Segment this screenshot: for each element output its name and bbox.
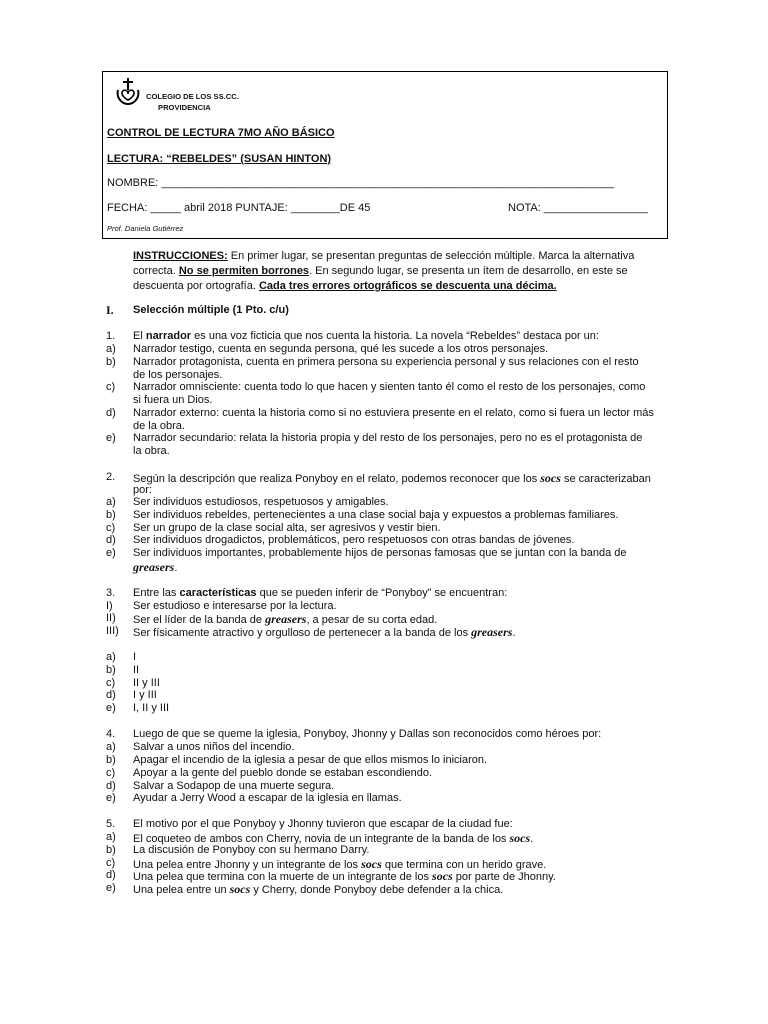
option-text: Ayudar a Jerry Wood a escapar de la iglesia en llamas. bbox=[133, 792, 402, 804]
option-letter: d) bbox=[106, 689, 116, 701]
option-text: Narrador externo: cuenta la historia como si no estuviera presente en el relato, como si fuera un lector más bbox=[133, 407, 654, 419]
option-letter: b) bbox=[106, 754, 116, 766]
option-text: Ser individuos importantes, probablemente hijos de personas famosas que se juntan con la banda de bbox=[133, 547, 627, 559]
instructions-line-2: correcta. No se permiten borrones. En segundo lugar, se presenta un ítem de desarrollo, en este se bbox=[133, 265, 628, 277]
option-text: Narrador omnisciente: cuenta todo lo que hacen y sienten tanto él como el resto de los personajes, como bbox=[133, 381, 646, 393]
option-letter: b) bbox=[106, 664, 116, 676]
question-stem: Luego de que se queme la iglesia, Ponyboy, Jhonny y Dallas son reconocidos como héroes por: bbox=[133, 728, 602, 740]
exam-title: CONTROL DE LECTURA 7MO AÑO BÁSICO bbox=[107, 127, 335, 139]
option-letter: e) bbox=[106, 702, 116, 714]
option-text: Ser un grupo de la clase social alta, ser agresivos y vestir bien. bbox=[133, 522, 441, 534]
option-text: II bbox=[133, 664, 140, 676]
school-name: COLEGIO DE LOS SS.CC. bbox=[146, 92, 239, 101]
option-letter: d) bbox=[106, 534, 116, 546]
option-letter: e) bbox=[106, 882, 116, 894]
option-text: Salvar a Sodapop de una muerte segura. bbox=[133, 780, 335, 792]
statement-number: III) bbox=[106, 625, 119, 637]
teacher-name: Prof. Daniela Gutiérrez bbox=[107, 224, 184, 233]
option-text: Ser individuos rebeldes, pertenecientes a una clase social baja y expuestos a problemas familiares. bbox=[133, 509, 619, 521]
question-stem: El narrador es una voz ficticia que nos cuenta la historia. La novela “Rebeldes” destaca por un: bbox=[133, 330, 599, 342]
statement-number: II) bbox=[106, 612, 116, 624]
option-text: Apagar el incendio de la iglesia a pesar de que ellos mismos lo iniciaron. bbox=[133, 754, 488, 766]
option-letter: e) bbox=[106, 792, 116, 804]
option-text: II y III bbox=[133, 677, 160, 689]
statement-number: I) bbox=[106, 600, 113, 612]
option-letter: a) bbox=[106, 343, 116, 355]
option-letter: c) bbox=[106, 857, 116, 869]
option-letter: d) bbox=[106, 780, 116, 792]
option-text: Narrador testigo, cuenta en segunda persona, qué les sucede a los otros personajes. bbox=[133, 343, 549, 355]
option-text: Narrador secundario: relata la historia propia y del resto de los personajes, pero no es el protagonista de bbox=[133, 432, 643, 444]
name-field: NOMBRE: __________________________________________________________________________ bbox=[107, 177, 615, 189]
option-letter: c) bbox=[106, 767, 116, 779]
option-letter: e) bbox=[106, 547, 116, 559]
option-text: Ser individuos estudiosos, respetuosos y amigables. bbox=[133, 496, 389, 508]
question-stem: Según la descripción que realiza Ponyboy en el relato, podemos reconocer que los socs se caracterizaban bbox=[133, 471, 651, 485]
option-letter: b) bbox=[106, 356, 116, 368]
option-text: la obra. bbox=[133, 445, 170, 457]
option-text: I, II y III bbox=[133, 702, 170, 714]
question-number: 4. bbox=[106, 728, 116, 740]
option-letter: b) bbox=[106, 844, 116, 856]
option-text: si fuera un Dios. bbox=[133, 394, 213, 406]
option-letter: e) bbox=[106, 432, 116, 444]
option-letter: c) bbox=[106, 381, 116, 393]
section-title: Selección múltiple (1 Pto. c/u) bbox=[133, 304, 289, 316]
option-text: de los personajes. bbox=[133, 369, 223, 381]
section-number: I. bbox=[106, 303, 114, 317]
option-letter: c) bbox=[106, 522, 116, 534]
option-text: I bbox=[133, 651, 137, 663]
grade-field: NOTA: _________________ bbox=[508, 202, 648, 214]
option-text: Ser individuos drogadictos, problemáticos, pero respetuosos con otras bandas de jóvenes. bbox=[133, 534, 575, 546]
option-text: greasers. bbox=[133, 560, 178, 574]
statement-text: Ser el líder de la banda de greasers, a pesar de su corta edad. bbox=[133, 612, 438, 626]
statement-text: Ser estudioso e interesarse por la lectura. bbox=[133, 600, 337, 612]
question-stem: por: bbox=[133, 484, 152, 496]
question-stem: El motivo por el que Ponyboy y Jhonny tuvieron que escapar de la ciudad fue: bbox=[133, 818, 513, 830]
question-number: 1. bbox=[106, 330, 116, 342]
option-text: El coqueteo de ambos con Cherry, novia de un integrante de la banda de los socs. bbox=[133, 831, 534, 845]
statement-text: Ser físicamente atractivo y orgulloso de pertenecer a la banda de los greasers. bbox=[133, 625, 516, 639]
option-text: Apoyar a la gente del pueblo donde se estaban escondiendo. bbox=[133, 767, 433, 779]
option-letter: d) bbox=[106, 407, 116, 419]
school-logo-icon bbox=[112, 76, 144, 108]
option-text: I y III bbox=[133, 689, 157, 701]
option-text: Una pelea que termina con la muerte de un integrante de los socs por parte de Jhonny. bbox=[133, 869, 556, 883]
option-text: Narrador protagonista, cuenta en primera persona su experiencia personal y sus relaciones con el resto bbox=[133, 356, 639, 368]
instructions-line-1: INSTRUCCIONES: En primer lugar, se presentan preguntas de selección múltiple. Marca la alternativa bbox=[133, 250, 635, 262]
question-number: 2. bbox=[106, 471, 116, 483]
question-number: 3. bbox=[106, 587, 116, 599]
option-letter: a) bbox=[106, 651, 116, 663]
option-letter: a) bbox=[106, 496, 116, 508]
option-text: La discusión de Ponyboy con su hermano Darry. bbox=[133, 844, 370, 856]
question-stem: Entre las características que se pueden inferir de “Ponyboy” se encuentran: bbox=[133, 587, 508, 599]
option-letter: a) bbox=[106, 741, 116, 753]
option-text: Una pelea entre un socs y Cherry, donde Ponyboy debe defender a la chica. bbox=[133, 882, 504, 896]
option-letter: b) bbox=[106, 509, 116, 521]
option-letter: c) bbox=[106, 677, 116, 689]
date-score-field: FECHA: _____ abril 2018 PUNTAJE: ________DE 45 bbox=[107, 202, 371, 214]
option-text: Una pelea entre Jhonny y un integrante de los socs que termina con un herido grave. bbox=[133, 857, 547, 871]
instructions-line-3: descuenta por ortografía. Cada tres errores ortográficos se descuenta una décima. bbox=[133, 280, 557, 292]
school-city: PROVIDENCIA bbox=[158, 103, 211, 112]
reading-title: LECTURA: “REBELDES” (SUSAN HINTON) bbox=[107, 153, 332, 165]
option-text: Salvar a unos niños del incendio. bbox=[133, 741, 295, 753]
option-letter: d) bbox=[106, 869, 116, 881]
option-text: de la obra. bbox=[133, 420, 185, 432]
option-letter: a) bbox=[106, 831, 116, 843]
question-number: 5. bbox=[106, 818, 116, 830]
